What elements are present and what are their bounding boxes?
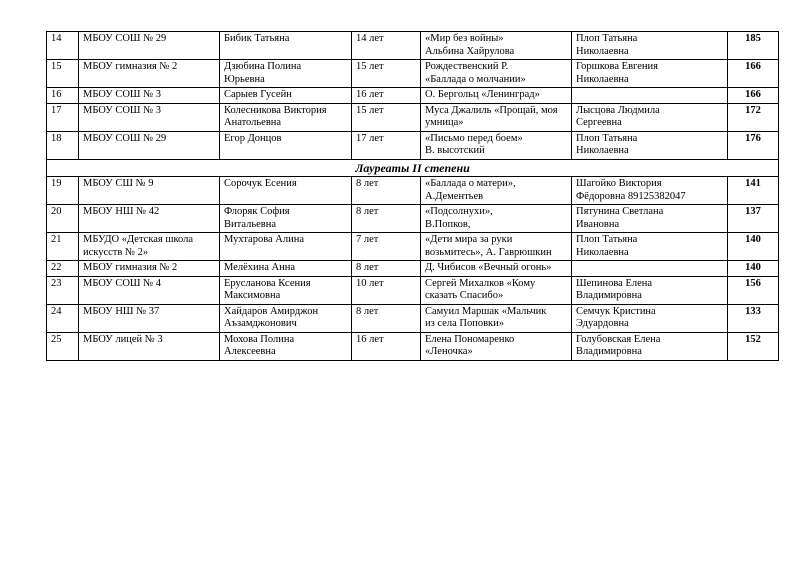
age-cell: 16 лет [352,332,421,360]
teacher-cell: Горшкова Евгения Николаевна [572,60,728,88]
row-number: 15 [47,60,79,88]
row-number: 23 [47,276,79,304]
results-top-rows [47,32,779,160]
work-cell: «Подсолнухи», В.Попков, [421,205,572,233]
table-row [47,233,779,261]
table-row [47,60,779,88]
work-cell: О. Бергольц «Ленинград» [421,88,572,104]
age-cell: 14 лет [352,32,421,60]
participant-name-cell: Мелёхина Анна [220,261,352,277]
participant-name-cell: Флоряк София Витальевна [220,205,352,233]
age-cell: 15 лет [352,60,421,88]
age-cell: 7 лет [352,233,421,261]
section-row [47,159,779,177]
score-cell: 185 [728,32,779,60]
table-row [47,88,779,104]
row-number: 20 [47,205,79,233]
row-number: 24 [47,304,79,332]
teacher-cell: Плоп Татьяна Николаевна [572,233,728,261]
score-cell: 137 [728,205,779,233]
teacher-cell: Голубовская Елена Владимировна [572,332,728,360]
table-row [47,261,779,277]
age-cell: 10 лет [352,276,421,304]
table-row [47,205,779,233]
work-cell: Сергей Михалков «Кому сказать Спасибо» [421,276,572,304]
participant-name-cell: Сарыев Гусейн [220,88,352,104]
teacher-cell: Шагойко Виктория Фёдоровна 89125382047 [572,177,728,205]
school-cell: МБОУ НШ № 42 [79,205,220,233]
row-number: 22 [47,261,79,277]
school-cell: МБОУ СОШ № 29 [79,32,220,60]
table-row [47,332,779,360]
school-cell: МБОУ СШ № 9 [79,177,220,205]
row-number: 19 [47,177,79,205]
work-cell: Самуил Маршак «Мальчик из села Поповки» [421,304,572,332]
score-cell: 140 [728,261,779,277]
row-number: 17 [47,103,79,131]
score-cell: 156 [728,276,779,304]
results-bottom-rows [47,177,779,361]
work-cell: Д. Чибисов «Вечный огонь» [421,261,572,277]
row-number: 16 [47,88,79,104]
school-cell: МБОУ НШ № 37 [79,304,220,332]
age-cell: 16 лет [352,88,421,104]
school-cell: МБОУ СОШ № 4 [79,276,220,304]
teacher-cell: Плоп Татьяна Николаевна [572,131,728,159]
table-row [47,276,779,304]
participant-name-cell: Сорочук Есения [220,177,352,205]
table-row [47,177,779,205]
teacher-cell: Лысцова Людмила Сергеевна [572,103,728,131]
age-cell: 8 лет [352,261,421,277]
score-cell: 140 [728,233,779,261]
participant-name-cell: Мухтарова Алина [220,233,352,261]
school-cell: МБОУ лицей № 3 [79,332,220,360]
school-cell: МБОУ СОШ № 3 [79,88,220,104]
work-cell: Муса Джалиль «Прощай, моя умница» [421,103,572,131]
row-number: 21 [47,233,79,261]
work-cell: Рождественский Р. «Баллада о молчании» [421,60,572,88]
score-cell: 141 [728,177,779,205]
teacher-cell [572,88,728,104]
table-row [47,131,779,159]
section-header [47,159,779,177]
participant-name-cell: Мохова Полина Алексеевна [220,332,352,360]
score-cell: 166 [728,88,779,104]
row-number: 14 [47,32,79,60]
table-row [47,32,779,60]
teacher-cell: Пятунина Светлана Ивановна [572,205,728,233]
teacher-cell: Семчук Кристина Эдуардовна [572,304,728,332]
work-cell: «Дети мира за руки возьмитесь», А. Гаврюшкин [421,233,572,261]
teacher-cell: Плоп Татьяна Николаевна [572,32,728,60]
work-cell: «Письмо перед боем» В. высотский [421,131,572,159]
age-cell: 17 лет [352,131,421,159]
table-row [47,103,779,131]
work-cell: «Мир без войны» Альбина Хайрулова [421,32,572,60]
participant-name-cell: Бибик Татьяна [220,32,352,60]
participant-name-cell: Дзюбина Полина Юрьевна [220,60,352,88]
school-cell: МБУДО «Детская школа искусств № 2» [79,233,220,261]
participant-name-cell: Егор Донцов [220,131,352,159]
participant-name-cell: Хайдаров Амирджон Аъзамджонович [220,304,352,332]
school-cell: МБОУ гимназия № 2 [79,261,220,277]
age-cell: 8 лет [352,205,421,233]
teacher-cell [572,261,728,277]
age-cell: 15 лет [352,103,421,131]
age-cell: 8 лет [352,304,421,332]
score-cell: 152 [728,332,779,360]
row-number: 25 [47,332,79,360]
section-title: Лауреаты II степени [47,159,779,177]
participant-name-cell: Колесникова Виктория Анатольевна [220,103,352,131]
school-cell: МБОУ СОШ № 29 [79,131,220,159]
school-cell: МБОУ гимназия № 2 [79,60,220,88]
participant-name-cell: Еруcланова Ксения Максимовна [220,276,352,304]
score-cell: 172 [728,103,779,131]
score-cell: 166 [728,60,779,88]
age-cell: 8 лет [352,177,421,205]
school-cell: МБОУ СОШ № 3 [79,103,220,131]
work-cell: «Баллада о матери», А.Дементьев [421,177,572,205]
score-cell: 133 [728,304,779,332]
table-row [47,304,779,332]
results-table [46,31,779,361]
score-cell: 176 [728,131,779,159]
work-cell: Елена Пономаренко «Леночка» [421,332,572,360]
row-number: 18 [47,131,79,159]
teacher-cell: Шепинова Елена Владимировна [572,276,728,304]
